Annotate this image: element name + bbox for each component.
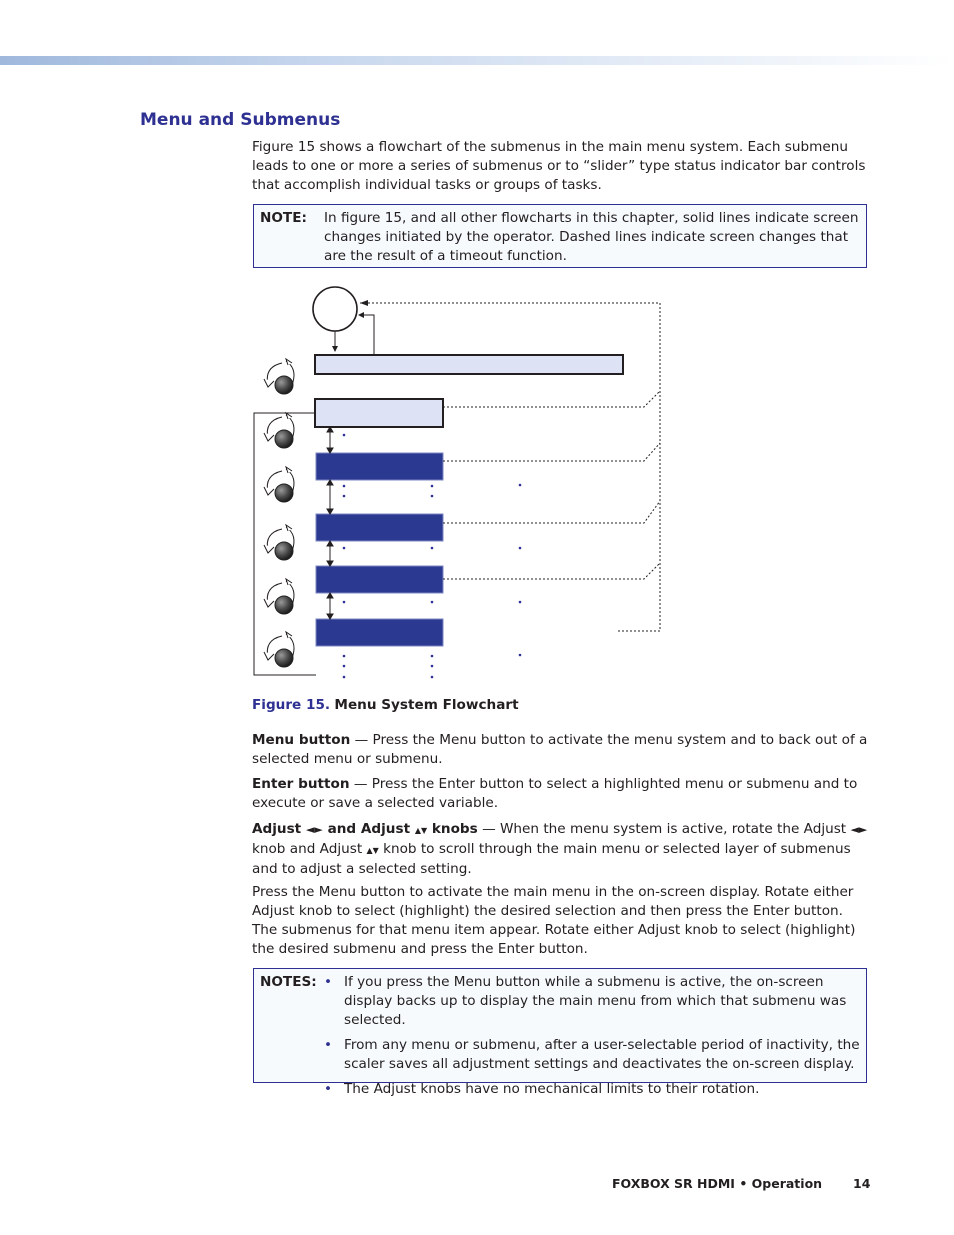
adjust-knob-icon bbox=[264, 359, 294, 394]
start-circle bbox=[313, 287, 357, 331]
menu-button-paragraph bbox=[252, 731, 868, 769]
main-menu-bar bbox=[315, 355, 623, 374]
adjust-text: knob to scroll through the main menu or selected layer of submenus and to adjust a selected setting. bbox=[252, 841, 851, 877]
list-item bbox=[324, 1036, 864, 1074]
adjust-knob-icon bbox=[264, 525, 294, 560]
bullet-icon: • bbox=[324, 1037, 333, 1053]
press-menu-paragraph: Press the Menu button to activate the main menu in the on-screen display. Rotate either Adjust knob to select (highlight) the desired selection and then press the Enter button. The submenus for that menu item appear. Rotate either Adjust knob to select (highlight) the desired submenu and press the Enter button. bbox=[252, 884, 856, 957]
adjust-text: knob and Adjust bbox=[252, 841, 367, 857]
figure-number: Figure 15. bbox=[252, 697, 331, 713]
menu-button-text: — Press the Menu button to activate the menu system and to back out of a selected menu or submenu. bbox=[252, 732, 868, 767]
footer-page-number: 14 bbox=[853, 1176, 871, 1191]
adjust-term: knobs bbox=[427, 821, 478, 837]
submenu-box bbox=[316, 453, 443, 480]
submenu-box bbox=[316, 619, 443, 646]
submenu-light-box bbox=[315, 399, 443, 427]
submenu-box bbox=[316, 566, 443, 593]
bullet-icon: • bbox=[324, 974, 333, 990]
note-item-text: From any menu or submenu, after a user-selectable period of inactivity, the scaler saves all adjustment settings and deactivates the on-screen display. bbox=[344, 1037, 860, 1072]
horizontal-arrows-icon: ◄► bbox=[850, 823, 868, 836]
notes-list bbox=[324, 973, 864, 1105]
vertical-arrows-icon: ▲▼ bbox=[414, 826, 428, 835]
adjust-knob-icon bbox=[264, 413, 294, 448]
enter-button-term: Enter button bbox=[252, 776, 350, 792]
enter-button-paragraph bbox=[252, 775, 868, 813]
vertical-arrows-icon: ▲▼ bbox=[366, 846, 379, 855]
list-item bbox=[324, 973, 864, 1030]
menu-flowchart bbox=[250, 283, 670, 688]
note-box bbox=[253, 204, 867, 268]
menu-button-term: Menu button bbox=[252, 732, 351, 748]
note-item-text: If you press the Menu button while a submenu is active, the on-screen display backs up to display the main menu from which that submenu was selected. bbox=[344, 974, 847, 1028]
submenu-box bbox=[316, 514, 443, 541]
note-text: In figure 15, and all other flowcharts in this chapter, solid lines indicate screen changes initiated by the operator. Dashed lines indicate screen changes that are the result of a timeout function. bbox=[324, 210, 859, 264]
horizontal-arrows-icon: ◄► bbox=[305, 823, 323, 836]
intro-paragraph: Figure 15 shows a flowchart of the submenus in the main menu system. Each submenu leads to one or more a series of submenus or to “slider” type status indicator bar controls that accomplish individual tasks or groups of tasks. bbox=[252, 139, 866, 193]
adjust-term: and Adjust bbox=[322, 821, 415, 837]
list-item bbox=[324, 1080, 864, 1099]
adjust-knob-icon bbox=[264, 579, 294, 614]
note-label: NOTE: bbox=[260, 210, 307, 226]
bullet-icon: • bbox=[324, 1081, 333, 1097]
enter-button-text: — Press the Enter button to select a highlighted menu or submenu and to execute or save a selected variable. bbox=[252, 776, 858, 811]
adjust-term: Adjust bbox=[252, 821, 306, 837]
figure-caption bbox=[252, 697, 519, 713]
section-title: Menu and Submenus bbox=[140, 110, 341, 130]
notes-box bbox=[253, 968, 867, 1097]
footer-product: FOXBOX SR HDMI • Operation bbox=[612, 1176, 823, 1191]
adjust-text: — When the menu system is active, rotate the Adjust bbox=[477, 821, 851, 837]
adjust-knobs-paragraph bbox=[252, 820, 868, 879]
header-gradient-bar bbox=[0, 56, 954, 65]
note-item-text: The Adjust knobs have no mechanical limits to their rotation. bbox=[344, 1081, 760, 1097]
figure-title: Menu System Flowchart bbox=[334, 697, 519, 713]
adjust-knob-icon bbox=[264, 467, 294, 502]
notes-label: NOTES: bbox=[260, 974, 317, 990]
adjust-knob-icon bbox=[264, 632, 294, 667]
